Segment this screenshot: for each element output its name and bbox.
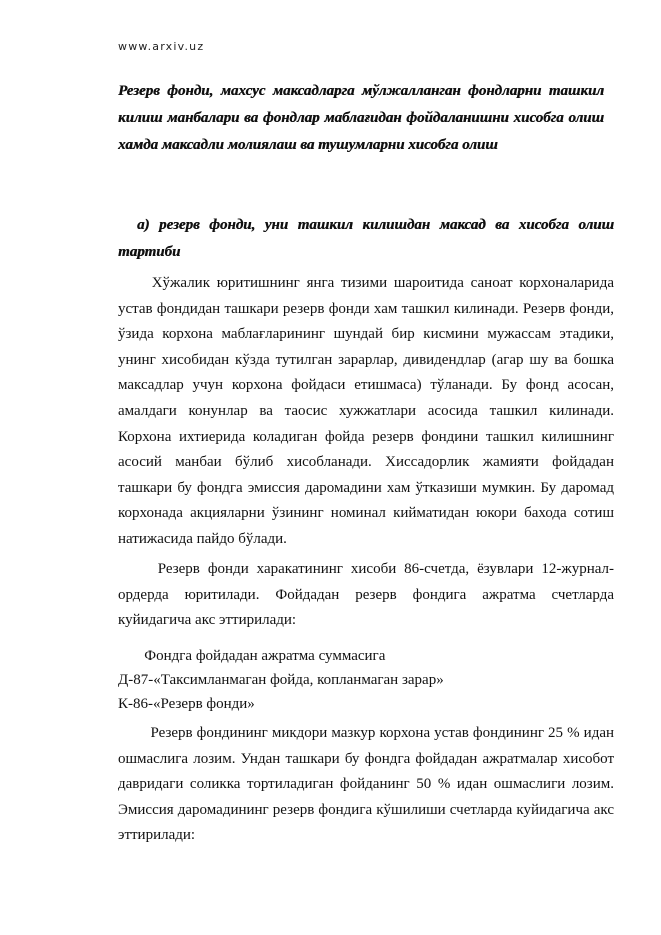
watermark: www.arxiv.uz [118, 40, 205, 53]
paragraph-2-text: Резерв фонди харакатининг хисоби 86-счетда, ёзувлари 12-журнал-ордерда юритилади. Фойдадан резерв фондига ажратма счетларда куйидагича акс эттирилади: [118, 561, 614, 629]
entry-title-text: Фондга фойдадан ажратма суммасига [144, 648, 386, 664]
paragraph-1-text: Хўжалик юритишнинг янга тизими шароитида саноат корхоналарида устав фондидан ташкари резерв фонди хам ташкил килинади. Резерв фонди, ўзида корхона маблағларининг шундай бир кисмини мужассам этадики, унинг хисобидан кўзда тутилган зарарлар, дивидендлар (агар шу ва бошка максадлар учун корхона фойдаси етишмаса) тўланади. Бу фонд асосан, амалдаги конунлар ва таосис хужжатлари асосида ташкил килинади. Корхона ихтиерида коладиган фойда резерв фондини ташкил килишнинг асосий манбаи бўлиб хисобланади. Хиссадорлик жамияти фойдадан ташкари бу фондга эмиссия даромадини хам ўтказиши мумкин. Бу даромад корхонада акцияларни ўзининг номинал кийматидан юкори бахода сотиш натижасида пайдо бўлади. [118, 275, 615, 547]
entry-title [118, 644, 385, 669]
subsection-heading [118, 212, 614, 266]
paragraph-fund-limits [118, 721, 614, 849]
entry-debit: Д-87-«Таксимланмаган фойда, копланмаган зарар» [118, 672, 444, 688]
paragraph-reserve-fund [118, 271, 614, 553]
entry-credit: К-86-«Резерв фонди» [118, 696, 255, 712]
subsection-heading-text: а) резерв фонди, уни ташкил килишдан максад ва хисобга олиш тартиби [118, 217, 615, 260]
paragraph-3-text: Резерв фондининг микдори мазкур корхона устав фондининг 25 % идан ошмаслига лозим. Ундан ташкари бу фондга фойдадан ажратмалар хисобот давридаги соликка тортиладиган фойданинг 50 % идан ошмаслиги лозим. Эмиссия даромадининг резерв фондига кўшилиши счетларда куйидагича акс эттирилади: [118, 725, 615, 844]
paragraph-account-86 [118, 557, 614, 634]
section-heading: Резерв фонди, махсус максадларга мўлжалланган фондларни ташкил килиш манбалари ва фондлар маблағидан фойдаланишни хисобга олиш хамда максадли молиялаш ва тушумларни хисобга олиш [118, 83, 604, 153]
